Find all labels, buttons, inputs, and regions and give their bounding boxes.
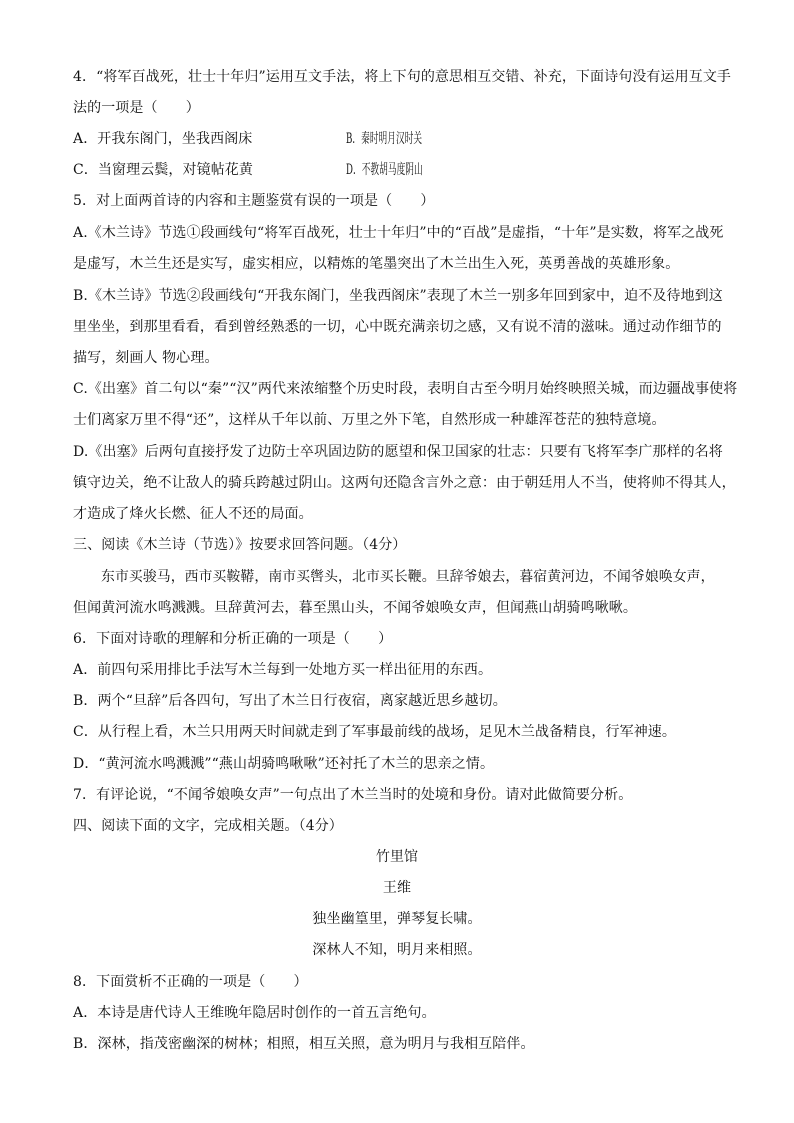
q6-option-a: A．前四句采用排比手法写木兰每到一处地方买一样出征用的东西。	[73, 662, 493, 678]
q6-option-c: C．从行程上看，木兰只用两天时间就走到了军事最前线的战场，足见木兰战备精良，行军神速。	[73, 724, 677, 740]
q5-option-d-line3: 才造成了烽火长燃、征人不还的局面。	[73, 506, 313, 522]
q5-option-c-line2: 士们离家万里不得“还”，这样从千年以前、万里之外下笔，自然形成一种雄浑苍茫的独特意境。	[73, 412, 666, 428]
q5-option-c-line1: C.《出塞》首二句以“秦”“汉”两代来浓缩整个历史时段，表明自古至今明月始终映照关城，而边疆战事使将	[73, 381, 738, 397]
q5-stem: 5．对上面两首诗的内容和主题鉴赏有误的一项是（ ）	[73, 193, 435, 209]
q6-option-d: D．“黄河流水鸣溅溅”“燕山胡骑鸣啾啾”还衬托了木兰的思亲之情。	[73, 756, 495, 772]
poem-author: 王维	[382, 880, 412, 896]
q8-stem: 8．下面赏析不正确的一项是（ ）	[73, 974, 308, 990]
q5-option-b-line3: 描写，刻画人 物心理。	[73, 350, 219, 366]
q4-stem-line2: 法的一项是（ ）	[73, 100, 200, 116]
q7-stem: 7．有评论说，“不闻爷娘唤女声”一句点出了木兰当时的处境和身份。请对此做简要分析。	[73, 787, 633, 803]
q6-option-b: B．两个“旦辞”后各四句，写出了木兰日行夜宿，离家越近思乡越切。	[73, 693, 507, 709]
section3-passage-line1: 东市买骏马，西市买鞍鞯，南市买辔头，北市买长鞭。旦辞爷娘去，暮宿黄河边，不闻爷娘唤女声，	[101, 569, 715, 585]
q5-option-b-line1: B.《木兰诗》节选②段画线句“开我东阁门，坐我西阁床”表现了木兰一别多年回到家中，迫不及待地到这	[73, 288, 723, 304]
q4-stem-line1: 4．“将军百战死，壮士十年归”运用互文手法，将上下句的意思相互交错、补充，下面诗句没有运用互文手	[73, 69, 732, 85]
poem-line1: 独坐幽篁里，弹琴复长啸。	[312, 911, 482, 927]
q4-option-b: B．秦时明月汉时关	[346, 131, 423, 147]
q4-option-c: C．当窗理云鬓，对镜帖花黄	[73, 162, 254, 178]
q8-option-b: B．深林，指茂密幽深的树林；相照，相互关照，意为明月与我相互陪伴。	[73, 1036, 535, 1052]
section4-heading: 四、阅读下面的文字，完成相关题。（4分）	[73, 818, 343, 834]
poem-line2: 深林人不知，明月来相照。	[312, 942, 482, 958]
q5-option-a-line2: 是虚写，木兰生还是实写，虚实相应，以精炼的笔墨突出了木兰出生入死，英勇善战的英雄形象。	[73, 256, 680, 272]
section3-heading: 三、阅读《木兰诗（节选）》按要求回答问题。（4分）	[73, 537, 407, 553]
q5-option-a-line1: A.《木兰诗》节选①段画线句“将军百战死，壮士十年归”中的“百战”是虚指，“十年”是实数，将军之战死	[73, 225, 724, 241]
q5-option-d-line1: D.《出塞》后两句直接抒发了边防士卒巩固边防的愿望和保卫国家的壮志：只要有飞将军李广那样的名将	[73, 444, 723, 460]
q4-option-d: D．不教胡马度阴山	[346, 162, 423, 178]
section3-passage-line2: 但闻黄河流水鸣溅溅。旦辞黄河去，暮至黑山头，不闻爷娘唤女声，但闻燕山胡骑鸣啾啾。	[73, 600, 637, 616]
q5-option-b-line2: 里坐坐，到那里看看，看到曾经熟悉的一切，心中既充满亲切之感，又有说不清的滋味。通过动作细节的	[73, 319, 722, 335]
q8-option-a: A．本诗是唐代诗人王维晚年隐居时创作的一首五言绝句。	[73, 1005, 436, 1021]
q6-stem: 6．下面对诗歌的理解和分析正确的一项是（ ）	[73, 631, 393, 647]
poem-title: 竹里馆	[375, 849, 419, 865]
q4-option-a: A．开我东阁门，坐我西阁床	[73, 131, 253, 147]
q5-option-d-line2: 镇守边关，绝不让敌人的骑兵跨越过阴山。这两句还隐含言外之意：由于朝廷用人不当，使将帅不得其人，	[73, 475, 736, 491]
